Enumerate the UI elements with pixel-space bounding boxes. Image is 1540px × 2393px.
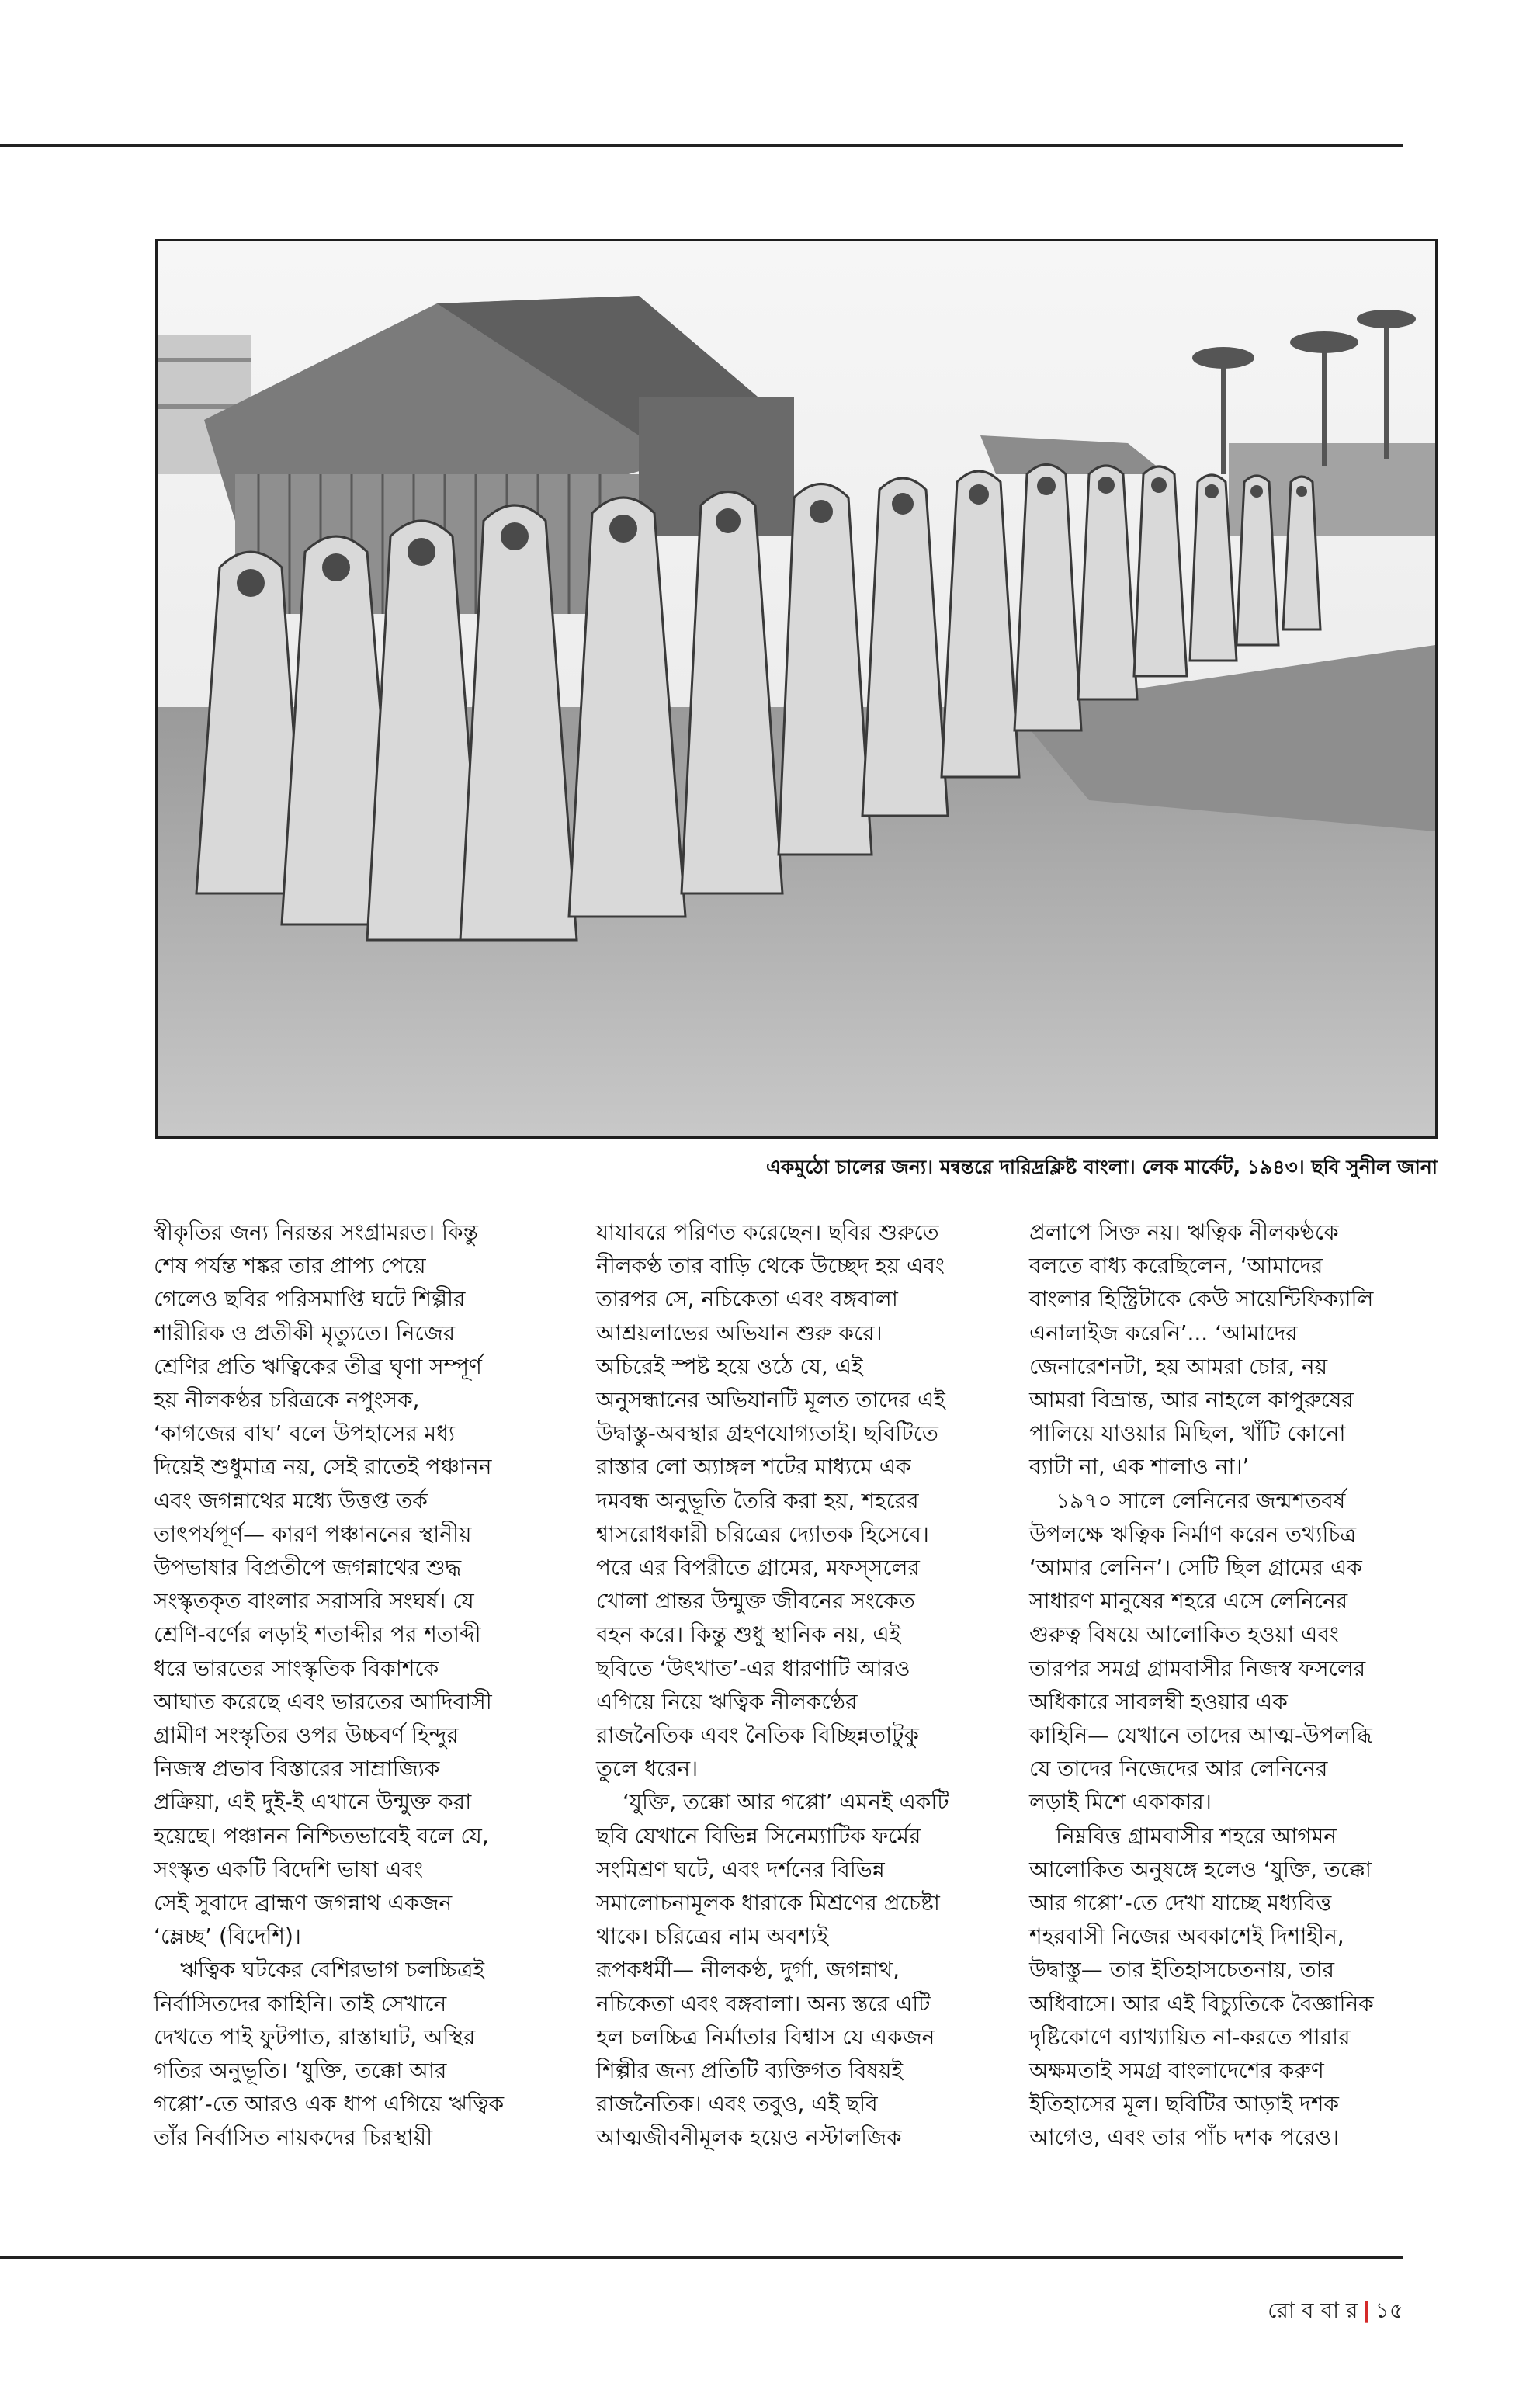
top-rule <box>0 144 1403 147</box>
article-line: তাৎপর্যপূর্ণ— কারণ পঞ্চাননের স্থানীয় <box>154 1521 472 1547</box>
article-line: আগেও, এবং তার পাঁচ দশক পরেও। <box>1029 2124 1340 2151</box>
famine-queue-photo <box>155 239 1438 1139</box>
article-line: এবং জগন্নাথের মধ্যে উত্তপ্ত তর্ক <box>154 1487 428 1514</box>
article-line: বলতে বাধ্য করেছিলেন, ‘আমাদের <box>1029 1253 1323 1279</box>
article-line: কাহিনি— যেখানে তাদের আত্ম-উপলব্ধি <box>1029 1722 1372 1749</box>
article-line: রাজনৈতিক। এবং তবুও, এই ছবি <box>596 2091 878 2117</box>
page-number: ১৫ <box>1375 2298 1403 2323</box>
article-line: তারপর সে, নচিকেতা এবং বঙ্গবালা <box>596 1286 898 1313</box>
article-line: গতির অনুভূতি। ‘যুক্তি, তক্কো আর <box>154 2058 447 2084</box>
article-line: সমালোচনামূলক ধারাকে মিশ্রণের প্রচেষ্টা <box>596 1890 940 1916</box>
article-line: উদ্বাস্তু-অবস্থার গ্রহণযোগ্যতাই। ছবিটিতে <box>596 1420 938 1447</box>
article-line: স্বীকৃতির জন্য নিরন্তর সংগ্রামরত। কিন্তু <box>154 1219 478 1245</box>
article-line: পরে এর বিপরীতে গ্রামের, মফস্‌সলের <box>596 1555 920 1581</box>
publication-name: রো ব বা র <box>1268 2298 1358 2323</box>
article-column-1 <box>154 1216 557 2155</box>
article-line: ছবিতে ‘উৎখাত’-এর ধারণাটি আরও <box>596 1655 910 1681</box>
article-line: অচিরেই স্পষ্ট হয়ে ওঠে যে, এই <box>596 1353 863 1379</box>
article-line: দেখতে পাই ফুটপাত, রাস্তাঘাট, অস্থির <box>154 2024 476 2050</box>
bottom-rule <box>0 2256 1403 2259</box>
article-line: অধিকারে সাবলম্বী হওয়ার এক <box>1029 1688 1288 1715</box>
article-line: অক্ষমতাই সমগ্র বাংলাদেশের করুণ <box>1029 2058 1324 2084</box>
article-line: আঘাত করেছে এবং ভারতের আদিবাসী <box>154 1688 492 1715</box>
article-line: হল চলচ্চিত্র নির্মাতার বিশ্বাস যে একজন <box>596 2024 935 2050</box>
article-line: ঋত্বিক ঘটকের বেশিরভাগ চলচ্চিত্রই <box>180 1957 485 1983</box>
article-line: শ্রেণি-বর্ণের লড়াই শতাব্দীর পর শতাব্দী <box>154 1621 481 1648</box>
article-line: ১৯৭০ সালে লেনিনের জন্মশতবর্ষ <box>1056 1487 1346 1514</box>
article-line: তারপর সমগ্র গ্রামবাসীর নিজস্ব ফসলের <box>1029 1655 1366 1681</box>
article-line: নির্বাসিতদের কাহিনি। তাই সেখানে <box>154 1990 447 2017</box>
article-line: এনালাইজ করেনি’... ‘আমাদের <box>1029 1320 1298 1346</box>
article-line: তুলে ধরেন। <box>596 1756 699 1782</box>
article-line: নচিকেতা এবং বঙ্গবালা। অন্য স্তরে এটি <box>596 1990 931 2017</box>
article-line: উপলক্ষে ঋত্বিক নির্মাণ করেন তথ্যচিত্র <box>1029 1521 1357 1547</box>
article-line: শেষ পর্যন্ত শঙ্কর তার প্রাপ্য পেয়ে <box>154 1253 426 1279</box>
article-line: এগিয়ে নিয়ে ঋত্বিক নীলকণ্ঠের <box>596 1688 858 1715</box>
article-column-2 <box>596 1216 1008 2155</box>
article-line: জেনারেশনটা, হয় আমরা চোর, নয় <box>1029 1353 1328 1379</box>
photo-caption: একমুঠো চালের জন্য। মন্বন্তরে দারিদ্রক্লিষ্ট বাংলা। লেক মার্কেট, ১৯৪৩। ছবি সুনীল জানা <box>765 1156 1438 1178</box>
article-line: সংমিশ্রণ ঘটে, এবং দর্শনের বিভিন্ন <box>596 1856 885 1882</box>
article-line: আত্মজীবনীমূলক হয়েও নস্টালজিক <box>596 2124 902 2151</box>
article-column-3 <box>1029 1216 1448 2155</box>
article-line: ধরে ভারতের সাংস্কৃতিক বিকাশকে <box>154 1655 439 1681</box>
article-line: লড়াই মিশে একাকার। <box>1029 1789 1212 1816</box>
article-line: হয়েছে। পঞ্চানন নিশ্চিতভাবেই বলে যে, <box>154 1822 489 1849</box>
article-line: সংস্কৃত একটি বিদেশি ভাষা এবং <box>154 1856 424 1882</box>
article-line: আর গপ্পো’-তে দেখা যাচ্ছে মধ্যবিত্ত <box>1029 1890 1332 1916</box>
article-line: ‘কাগজের বাঘ’ বলে উপহাসের মধ্য <box>154 1420 456 1447</box>
article-line: থাকে। চরিত্রের নাম অবশ্যই <box>596 1923 829 1950</box>
article-line: আলোকিত অনুষঙ্গে হলেও ‘যুক্তি, তক্কো <box>1029 1856 1372 1882</box>
article-line: বহন করে। কিন্তু শুধু স্থানিক নয়, এই <box>596 1621 901 1648</box>
article-line: সাধারণ মানুষের শহরে এসে লেনিনের <box>1029 1588 1348 1614</box>
article-line: নিজস্ব প্রভাব বিস্তারের সাম্রাজ্যিক <box>154 1756 440 1782</box>
article-line: যাযাবরে পরিণত করেছেন। ছবির শুরুতে <box>596 1219 939 1245</box>
article-line: নীলকণ্ঠ তার বাড়ি থেকে উচ্ছেদ হয় এবং <box>596 1253 945 1279</box>
article-line: বাংলার হিস্ট্রিটাকে কেউ সায়েন্টিফিক্যালি <box>1029 1286 1374 1313</box>
article-line: সেই সুবাদে ব্রাহ্মণ জগন্নাথ একজন <box>154 1890 453 1916</box>
article-line: গুরুত্ব বিষয়ে আলোকিত হওয়া এবং <box>1029 1621 1339 1648</box>
article-line: হয় নীলকণ্ঠর চরিত্রকে নপুংসক, <box>154 1387 420 1413</box>
article-line: ছবি যেখানে বিভিন্ন সিনেম্যাটিক ফর্মের <box>596 1822 921 1849</box>
article-line: রাজনৈতিক এবং নৈতিক বিচ্ছিন্নতাটুকু <box>596 1722 920 1749</box>
article-line: তাঁর নির্বাসিত নায়কদের চিরস্থায়ী <box>154 2124 433 2151</box>
photo-illustration <box>158 241 1435 1136</box>
article-line: রূপকধর্মী— নীলকণ্ঠ, দুর্গা, জগন্নাথ, <box>596 1957 900 1983</box>
article-line: অনুসন্ধানের অভিযানটি মূলত তাদের এই <box>596 1387 945 1413</box>
footer-separator: | <box>1362 2298 1371 2323</box>
article-line: ব্যাটা না, এক শালাও না।’ <box>1029 1454 1250 1480</box>
article-line: শারীরিক ও প্রতীকী মৃত্যুতে। নিজের <box>154 1320 456 1346</box>
article-line: দিয়েই শুধুমাত্র নয়, সেই রাতেই পঞ্চানন <box>154 1454 492 1480</box>
article-line: প্রলাপে সিক্ত নয়। ঋত্বিক নীলকণ্ঠকে <box>1029 1219 1339 1245</box>
article-line: উপভাষার বিপ্রতীপে জগন্নাথের শুদ্ধ <box>154 1555 462 1581</box>
article-line: ‘আমার লেনিন’। সেটি ছিল গ্রামের এক <box>1029 1555 1362 1581</box>
article-line: সংস্কৃতকৃত বাংলার সরাসরি সংঘর্ষ। যে <box>154 1588 474 1614</box>
article-line: পালিয়ে যাওয়ার মিছিল, খাঁটি কোনো <box>1029 1420 1346 1447</box>
article-line: শহরবাসী নিজের অবকাশেই দিশাহীন, <box>1029 1923 1344 1950</box>
article-line: উদ্বাস্তু— তার ইতিহাসচেতনায়, তার <box>1029 1957 1334 1983</box>
page-footer <box>1268 2294 1403 2330</box>
article-line: নিম্নবিত্ত গ্রামবাসীর শহরে আগমন <box>1056 1822 1337 1849</box>
article-line: গেলেও ছবির পরিসমাপ্তি ঘটে শিল্পীর <box>154 1286 466 1313</box>
article-line: ‘ম্লেচ্ছ’ (বিদেশি)। <box>154 1923 301 1950</box>
article-line: রাস্তার লো অ্যাঙ্গল শটের মাধ্যমে এক <box>596 1454 911 1480</box>
article-line: গ্রামীণ সংস্কৃতির ওপর উচ্চবর্ণ হিন্দুর <box>154 1722 459 1749</box>
article-line: আশ্রয়লাভের অভিযান শুরু করে। <box>596 1320 883 1346</box>
article-line: শ্রেণির প্রতি ঋত্বিকের তীব্র ঘৃণা সম্পূর্ণ <box>154 1353 482 1379</box>
article-line: দমবন্ধ অনুভূতি তৈরি করা হয়, শহরের <box>596 1487 919 1514</box>
article-line: ‘যুক্তি, তক্কো আর গপ্পো’ এমনই একটি <box>623 1789 949 1816</box>
article-line: দৃষ্টিকোণে ব্যাখ্যায়িত না-করতে পারার <box>1029 2024 1351 2050</box>
article-line: যে তাদের নিজেদের আর লেনিনের <box>1029 1756 1328 1782</box>
article-line: প্রক্রিয়া, এই দুই-ই এখানে উন্মুক্ত করা <box>154 1789 472 1816</box>
article-line: শ্বাসরোধকারী চরিত্রের দ্যোতক হিসেবে। <box>596 1521 929 1547</box>
article-line: শিল্পীর জন্য প্রতিটি ব্যক্তিগত বিষয়ই <box>596 2058 904 2084</box>
article-line: আমরা বিভ্রান্ত, আর নাহলে কাপুরুষের <box>1029 1387 1354 1413</box>
article-line: গপ্পো’-তে আরও এক ধাপ এগিয়ে ঋত্বিক <box>154 2091 505 2117</box>
article-line: খোলা প্রান্তর উন্মুক্ত জীবনের সংকেত <box>596 1588 915 1614</box>
article-line: অধিবাসে। আর এই বিচ্যুতিকে বৈজ্ঞানিক <box>1029 1990 1374 2017</box>
article-line: ইতিহাসের মূল। ছবিটির আড়াই দশক <box>1029 2091 1340 2117</box>
